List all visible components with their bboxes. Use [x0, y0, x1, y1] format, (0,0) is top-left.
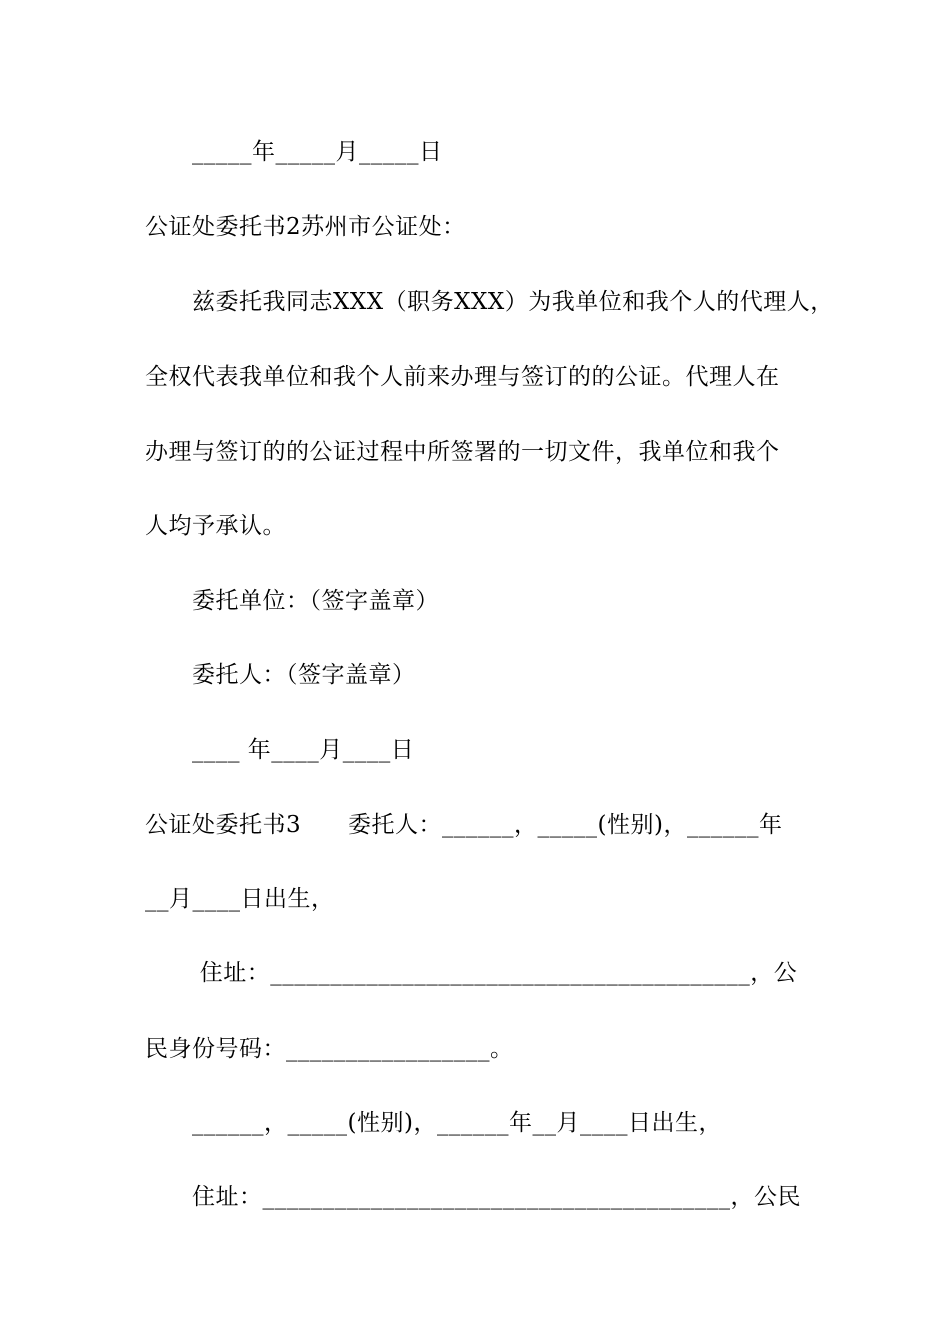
second-person-line: ______，_____(性别)，______年__月____日出生，: [192, 1110, 722, 1136]
address-line: 住址：________________________________________，公: [192, 960, 798, 986]
section-heading-2: 公证处委托书2苏州市公证处：: [145, 214, 466, 240]
principal-signature: 委托人：（签字盖章）: [192, 662, 416, 688]
date-line: ____ 年____月____日: [192, 737, 415, 763]
date-line: _____年_____月_____日: [192, 139, 443, 165]
paragraph-line: 办理与签订的的公证过程中所签署的一切文件，我单位和我个: [145, 439, 780, 465]
paragraph-line: 全权代表我单位和我个人前来办理与签订的的公证。代理人在: [145, 364, 780, 390]
paragraph-line: 人均予承认。: [145, 513, 286, 539]
entrusting-unit-signature: 委托单位：（签字盖章）: [192, 588, 439, 614]
section-heading-3: 公证处委托书3 委托人：______，_____(性别)，______年: [145, 812, 783, 838]
address-line: 住址：_______________________________________，公民: [192, 1184, 801, 1210]
paragraph-line: 兹委托我同志XXX（职务XXX）为我单位和我个人的代理人，: [192, 289, 834, 315]
paragraph-line: __月____日出生，: [145, 886, 335, 912]
id-number-line: 民身份号码：_________________。: [145, 1036, 514, 1062]
